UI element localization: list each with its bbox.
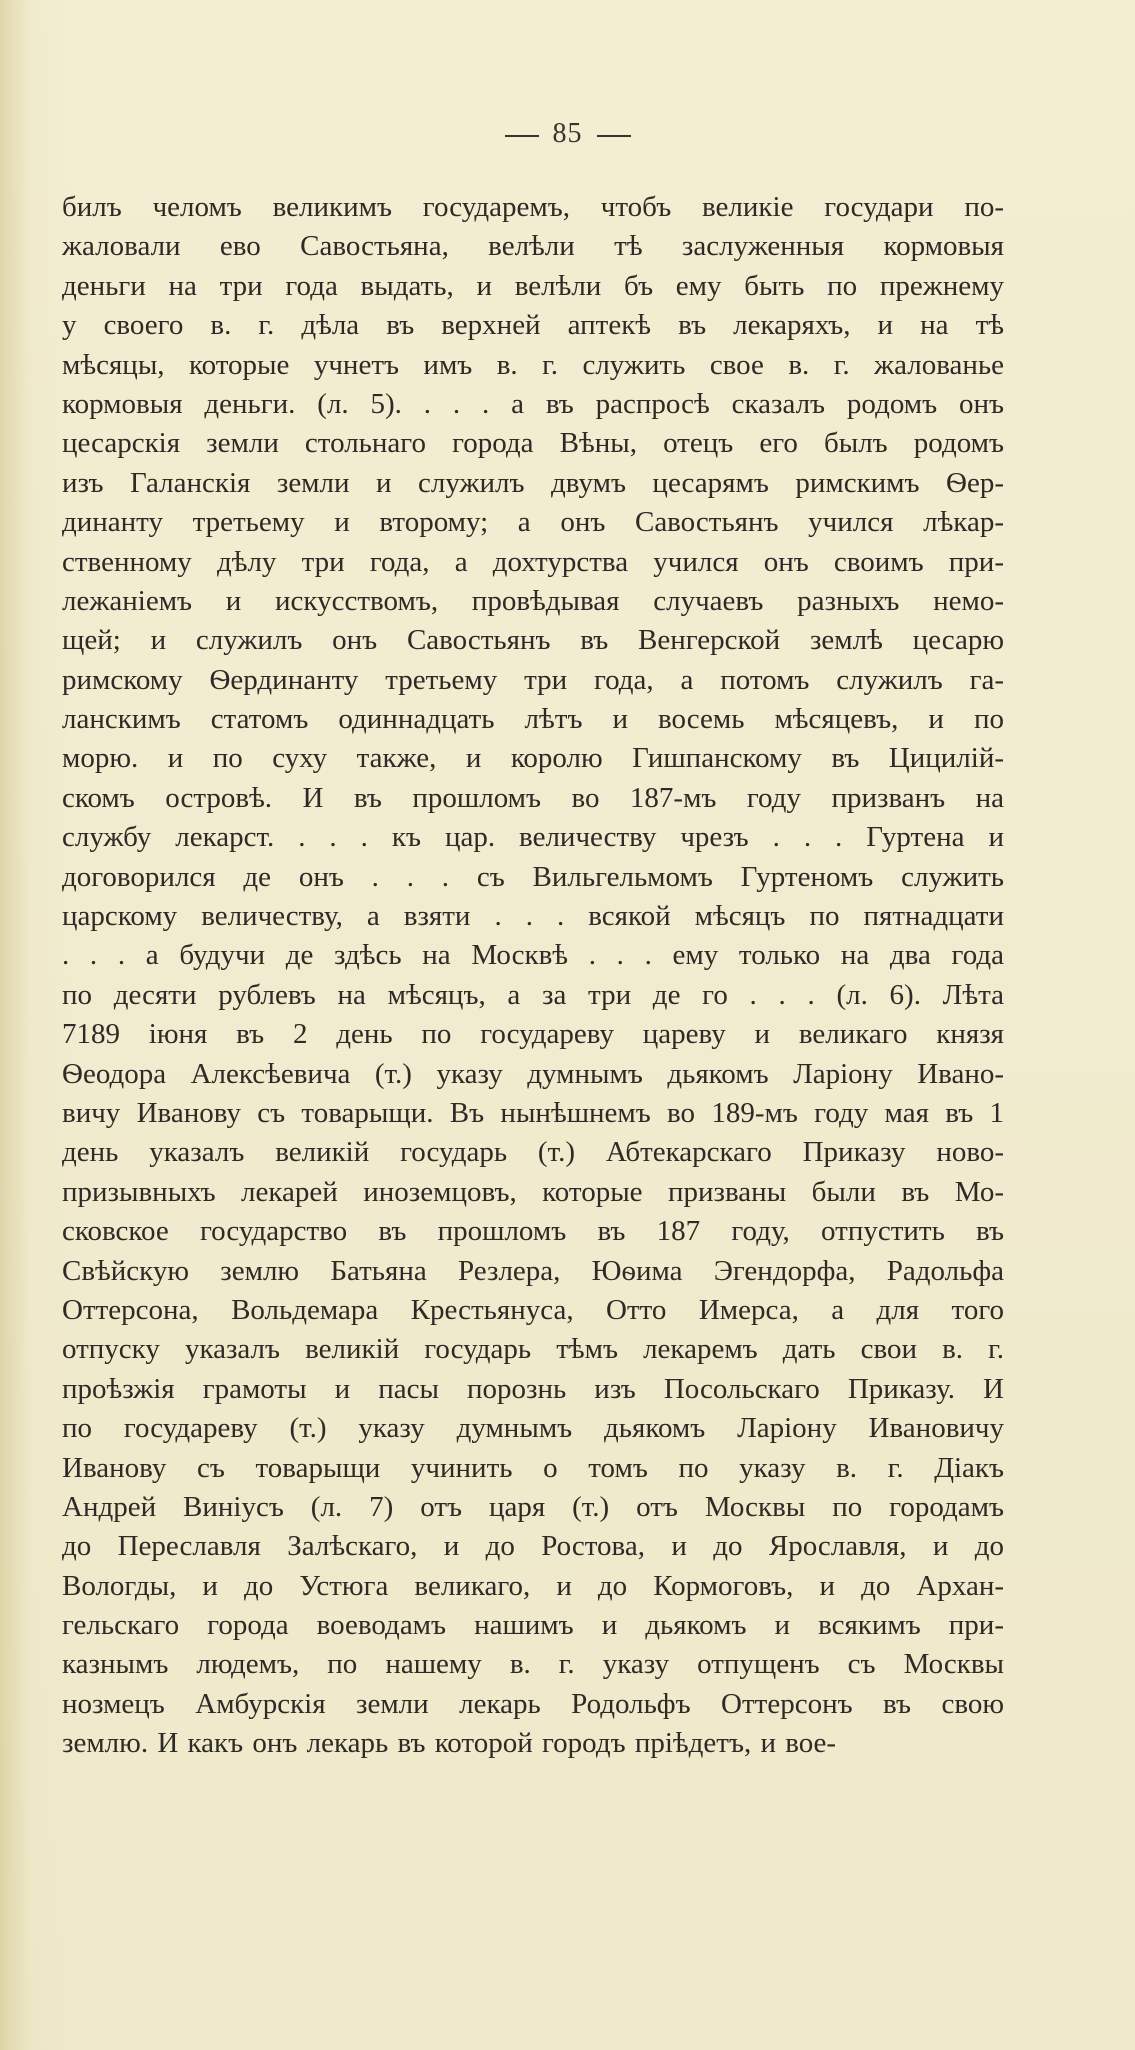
text-line: римскому Ѳердинанту третьему три года, а потомъ служилъ га- [62,663,1004,696]
body-text [62,188,1004,1764]
text-line: жаловали ево Савостьяна, велѣли тѣ заслуженныя кормовыя [62,230,1004,263]
text-line: ланскимъ статомъ одиннадцать лѣтъ и восемь мѣсяцевъ, и по [62,703,1004,736]
text-line: Вологды, и до Устюга великаго, и до Кормоговъ, и до Архан- [62,1569,1004,1602]
text-line: изъ Галанскія земли и служилъ двумъ цесарямъ римскимъ Ѳер- [62,466,1004,499]
text-line: мѣсяцы, которые учнетъ имъ в. г. служить свое в. г. жалованье [62,348,1004,381]
text-line: сковское государство въ прошломъ въ 187 году, отпустить въ [62,1215,1004,1248]
text-line: Оттерсона, Вольдемара Крестьянуса, Отто Имерса, а для того [62,1293,1004,1326]
page-number-value: 85 [552,118,583,149]
text-line: Свѣйскую землю Батьяна Резлера, Юѳима Эгендорфа, Радольфа [62,1254,1004,1287]
text-line: деньги на три года выдать, и велѣли бъ ему быть по прежнему [62,269,1004,302]
left-dash [505,135,539,137]
text-line: по десяти рублевъ на мѣсяцъ, а за три де го . . . (л. 6). Лѣта [62,978,1004,1011]
text-line: билъ челомъ великимъ государемъ, чтобъ великіе государи по- [62,191,1004,223]
text-line: казнымъ людемъ, по нашему в. г. указу отпущенъ съ Москвы [62,1648,1004,1681]
text-line: службу лекарст. . . . къ цар. величеству чрезъ . . . Гуртена и [62,821,1004,854]
text-line: . . . а будучи де здѣсь на Москвѣ . . . ему только на два года [62,939,1004,972]
text-line: Иванову съ товарыщи учинить о томъ по указу в. г. Діакъ [62,1451,1004,1484]
text-line: гельскаго города воеводамъ нашимъ и дьякомъ и всякимъ при- [62,1609,1004,1642]
text-line: царскому величеству, а взяти . . . всякой мѣсяцъ по пятнадцати [62,900,1004,933]
text-line: морю. и по суху также, и королю Гишпанскому въ Цицилій- [62,742,1004,775]
text-line: день указалъ великій государь (т.) Абтекарскаго Приказу ново- [62,1136,1004,1169]
text-line: до Переславля Залѣскаго, и до Ростова, и до Ярославля, и до [62,1530,1004,1563]
text-line: нозмецъ Амбурскія земли лекарь Родольфъ Оттерсонъ въ свою [62,1687,1004,1720]
text-line: щей; и служилъ онъ Савостьянъ въ Венгерской землѣ цесарю [62,624,1004,657]
text-line: ственному дѣлу три года, а дохтурства учился онъ своимъ при- [62,545,1004,578]
text-line: лежаніемъ и искусствомъ, провѣдывая случаевъ разныхъ немо- [62,584,1004,617]
text-line: цесарскія земли стольнаго города Вѣны, отецъ его былъ родомъ [62,427,1004,460]
text-line: вичу Иванову съ товарыщи. Въ нынѣшнемъ во 189-мъ году мая въ 1 [62,1096,1004,1129]
text-line: кормовыя деньги. (л. 5). . . . а въ распросѣ сказалъ родомъ онъ [62,387,1004,420]
text-line: динанту третьему и второму; а онъ Савостьянъ учился лѣкар- [62,506,1004,539]
text-line: землю. И какъ онъ лекарь въ которой городъ пріѣдетъ, и вое- [62,1727,837,1760]
right-dash [597,135,631,137]
text-line: Ѳеодора Алексѣевича (т.) указу думнымъ дьякомъ Ларіону Ивано- [62,1057,1004,1090]
text-line: по государеву (т.) указу думнымъ дьякомъ Ларіону Ивановичу [62,1412,1004,1445]
text-line: скомъ островѣ. И въ прошломъ во 187-мъ году призванъ на [62,781,1004,814]
text-line: проѣзжія грамоты и пасы порознь изъ Посольскаго Приказу. И [62,1372,1004,1405]
text-line: договорился де онъ . . . съ Вильгельмомъ Гуртеномъ служить [62,860,1004,893]
text-line: Андрей Виніусъ (л. 7) отъ царя (т.) отъ Москвы по городамъ [62,1490,1004,1523]
page-number [0,118,1135,150]
text-line: отпуску указалъ великій государь тѣмъ лекаремъ дать свои в. г. [62,1333,1004,1366]
text-line: призывныхъ лекарей иноземцовъ, которые призваны были въ Мо- [62,1175,1004,1208]
text-line: 7189 іюня въ 2 день по государеву цареву и великаго князя [62,1018,1004,1051]
text-line: у своего в. г. дѣла въ верхней аптекѣ въ лекаряхъ, и на тѣ [62,309,1004,342]
